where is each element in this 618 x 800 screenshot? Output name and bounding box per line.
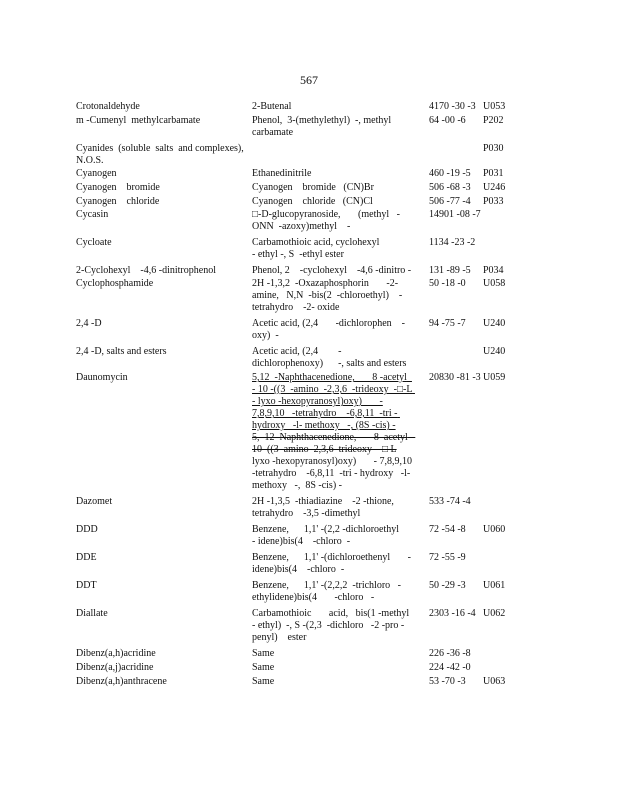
hazardous-waste-code: P202 <box>483 115 504 126</box>
index-name-segment: Acetic acid, (2,4 - dichlorophenoxy) -, salts and esters <box>252 346 407 369</box>
hazardous-waste-code: U059 <box>483 372 506 383</box>
table-row <box>76 182 576 194</box>
index-name-segment: Phenol, 3-(methylethyl) -, methyl carbamate <box>252 115 394 138</box>
table-row <box>76 278 576 314</box>
cas-number: 226 -36 -8 <box>429 648 471 659</box>
substance-name: Diallate <box>76 608 108 619</box>
chemical-index-name <box>252 552 414 576</box>
chemical-index-name <box>252 101 414 113</box>
hazardous-substance-table <box>76 101 576 688</box>
chemical-index-name <box>252 496 414 520</box>
substance-name: DDT <box>76 580 97 591</box>
substance-name: Dazomet <box>76 496 113 507</box>
index-name-segment: Same <box>252 676 275 687</box>
chemical-index-name <box>252 265 414 277</box>
cas-number: 506 -68 -3 <box>429 182 471 193</box>
table-row <box>76 115 576 139</box>
chemical-index-name <box>252 182 414 194</box>
table-row <box>76 101 576 113</box>
substance-name: Cyanogen bromide <box>76 182 160 193</box>
cas-number: 4170 -30 -3 <box>429 101 476 112</box>
table-row <box>76 552 576 576</box>
substance-name: Dibenz(a,h)acridine <box>76 648 156 659</box>
index-name-segment: Same <box>252 648 275 659</box>
index-name-segment: Ethanedinitrile <box>252 168 312 179</box>
hazardous-waste-code: P030 <box>483 143 504 154</box>
chemical-index-name <box>252 168 414 180</box>
cas-number: 131 -89 -5 <box>429 265 471 276</box>
chemical-index-name <box>252 662 414 674</box>
index-name-segment: Phenol, 2 -cyclohexyl -4,6 -dinitro - <box>252 265 412 276</box>
substance-name: Daunomycin <box>76 372 128 383</box>
cas-number: 14901 -08 -7 <box>429 209 481 220</box>
index-name-segment: 7,8,9,10 -tetrahydro -6,8,11 -tri - hydroxy -l- methoxy -, (8S -cis) - <box>252 408 400 431</box>
index-name-segment: lyxo -hexopyranosyl)oxy) - 7,8,9,10 -tetrahydro -6,8,11 -tri - hydroxy -l- methoxy -, 8S -cis) - <box>252 456 420 491</box>
chemical-index-name <box>252 346 414 370</box>
cas-number: 506 -77 -4 <box>429 196 471 207</box>
index-name-segment: 2H -1,3,2 -Oxazaphosphorin -2- amine, N,N -bis(2 -chloroethyl) - tetrahydro -2- oxide <box>252 278 405 313</box>
table-row <box>76 168 576 180</box>
index-name-segment: Benzene, 1,1' -(2,2 -dichloroethyl - idene)bis(4 -chloro - <box>252 524 412 547</box>
substance-name: 2,4 -D, salts and esters <box>76 346 167 357</box>
table-row <box>76 608 576 644</box>
chemical-index-name <box>252 676 414 688</box>
index-name-segment: Carbamothioic acid, bis(1 -methyl - ethyl) -, S -(2,3 -dichloro -2 -pro - penyl) ester <box>252 608 415 643</box>
chemical-index-name <box>252 524 414 548</box>
table-row <box>76 196 576 208</box>
substance-name: Cyclophosphamide <box>76 278 154 289</box>
chemical-index-name <box>252 115 414 139</box>
hazardous-waste-code: P034 <box>483 265 504 276</box>
cas-number: 224 -42 -0 <box>429 662 471 673</box>
cas-number: 533 -74 -4 <box>429 496 471 507</box>
cas-number: 53 -70 -3 <box>429 676 466 687</box>
substance-name: Cyanides (soluble salts and complexes), N.O.S. <box>76 143 259 166</box>
hazardous-waste-code: U063 <box>483 676 506 687</box>
chemical-index-name <box>252 318 414 342</box>
table-row <box>76 662 576 674</box>
table-row <box>76 346 576 370</box>
hazardous-waste-code: U058 <box>483 278 506 289</box>
table-row <box>76 580 576 604</box>
table-row <box>76 524 576 548</box>
table-row <box>76 143 576 167</box>
table-row <box>76 209 576 233</box>
index-name-segment: Cyanogen chloride (CN)Cl <box>252 196 373 207</box>
table-row <box>76 265 576 277</box>
index-name-segment: Carbamothioic acid, cyclohexyl - ethyl -, S -ethyl ester <box>252 237 412 260</box>
substance-name: Cyanogen chloride <box>76 196 160 207</box>
cas-number: 20830 -81 -3 <box>429 372 481 383</box>
chemical-index-name <box>252 608 414 644</box>
cas-number: 50 -29 -3 <box>429 580 466 591</box>
substance-name: DDE <box>76 552 97 563</box>
hazardous-waste-code: U061 <box>483 580 506 591</box>
chemical-index-name <box>252 278 414 314</box>
cas-number: 64 -00 -6 <box>429 115 466 126</box>
hazardous-waste-code: U240 <box>483 346 506 357</box>
substance-name: 2,4 -D <box>76 318 102 329</box>
substance-name: m -Cumenyl methylcarbamate <box>76 115 201 126</box>
hazardous-waste-code: U060 <box>483 524 506 535</box>
table-row <box>76 676 576 688</box>
substance-name: Cycloate <box>76 237 112 248</box>
hazardous-waste-code: P033 <box>483 196 504 207</box>
chemical-index-name <box>252 372 420 492</box>
substance-name: Crotonaldehyde <box>76 101 140 112</box>
table-row <box>76 372 576 492</box>
index-name-segment: 2H -1,3,5 -thiadiazine -2 -thione, tetrahydro -3,5 -dimethyl <box>252 496 397 519</box>
hazardous-waste-code: U053 <box>483 101 506 112</box>
chemical-index-name <box>252 648 414 660</box>
index-name-segment: 5,12 -Naphthacenedione, 8 -acetyl - 10 -((3 -amino -2,3,6 -trideoxy -□-L - lyxo -hexopyranosyl)oxy) - <box>252 372 415 407</box>
chemical-index-name <box>252 237 414 261</box>
cas-number: 50 -18 -0 <box>429 278 466 289</box>
index-name-segment: Benzene, 1,1' -(2,2,2 -trichloro - ethylidene)bis(4 -chloro - <box>252 580 404 603</box>
hazardous-waste-code: U240 <box>483 318 506 329</box>
page-number: 567 <box>300 73 318 87</box>
index-name-segment: Cyanogen bromide (CN)Br <box>252 182 374 193</box>
substance-name: Cyanogen <box>76 168 117 179</box>
substance-name: Cycasin <box>76 209 109 220</box>
substance-name: 2-Cyclohexyl -4,6 -dinitrophenol <box>76 265 216 276</box>
index-name-segment: Acetic acid, (2,4 -dichlorophen - oxy) - <box>252 318 408 341</box>
hazardous-waste-code: U062 <box>483 608 506 619</box>
substance-name: Dibenz(a,j)acridine <box>76 662 154 673</box>
hazardous-waste-code: U246 <box>483 182 506 193</box>
cas-number: 72 -54 -8 <box>429 524 466 535</box>
table-row <box>76 648 576 660</box>
chemical-index-name <box>252 209 414 233</box>
index-name-segment: 2-Butenal <box>252 101 292 112</box>
cas-number: 460 -19 -5 <box>429 168 471 179</box>
substance-name: Dibenz(a,h)anthracene <box>76 676 167 687</box>
index-name-segment: □-D-glucopyranoside, (methyl - ONN -azoxy)methyl - <box>252 209 403 232</box>
index-name-segment: Same <box>252 662 275 673</box>
index-name-segment: 5, 12 Naphthacenedione, 8 acetyl 10 ((3 amino 2,3,6 trideoxy □ L <box>252 432 416 455</box>
index-name-segment: Benzene, 1,1' -(dichloroethenyl - idene)bis(4 -chloro - <box>252 552 414 575</box>
table-row <box>76 496 576 520</box>
chemical-index-name <box>252 196 414 208</box>
cas-number: 2303 -16 -4 <box>429 608 476 619</box>
chemical-index-name <box>252 580 414 604</box>
table-row <box>76 318 576 342</box>
cas-number: 1134 -23 -2 <box>429 237 476 248</box>
cas-number: 72 -55 -9 <box>429 552 466 563</box>
cas-number: 94 -75 -7 <box>429 318 466 329</box>
table-row <box>76 237 576 261</box>
substance-name: DDD <box>76 524 98 535</box>
hazardous-waste-code: P031 <box>483 168 504 179</box>
